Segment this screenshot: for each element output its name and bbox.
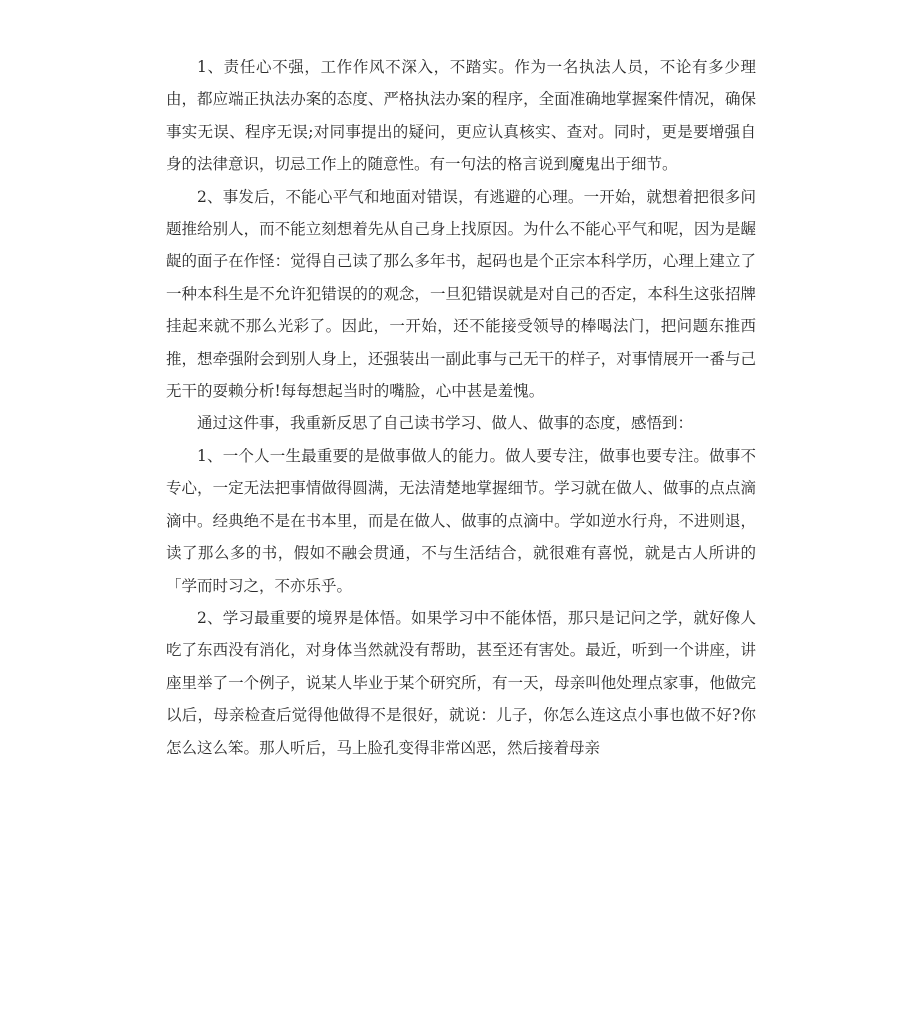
paragraph-5: 2、学习最重要的境界是体悟。如果学习中不能体悟，那只是记问之学，就好像人吃了东西没有消化，对身体当然就没有帮助，甚至还有害处。最近，听到一个讲座，讲座里举了一个例子，说某人毕业于某个研究所，有一天，母亲叫他处理点家事，他做完以后，母亲检查后觉得他做得不是很好，就说：儿子，你怎么连这点小事也做不好?你怎么这么笨。那人听后，马上脸孔变得非常凶恶，然后接着母亲 bbox=[166, 608, 756, 757]
paragraph-3: 通过这件事，我重新反思了自己读书学习、做人、做事的态度，感悟到： bbox=[197, 414, 694, 433]
document-body bbox=[166, 51, 756, 764]
paragraph-1: 1、责任心不强，工作作风不深入，不踏实。作为一名执法人员，不论有多少理由，都应端正执法办案的态度、严格执法办案的程序，全面准确地掌握案件情况，确保事实无误、程序无误;对同事提出的疑问，更应认真核实、查对。同时，更是要增强自身的法律意识，切忌工作上的随意性。有一句法的格言说到魔鬼出于细节。 bbox=[166, 58, 756, 174]
paragraph-2: 2、事发后，不能心平气和地面对错误，有逃避的心理。一开始，就想着把很多问题推给别人，而不能立刻想着先从自己身上找原因。为什么不能心平气和呢，因为是龌龊的面子在作怪：觉得自己读了那么多年书，起码也是个正宗本科学历，心理上建立了一种本科生是不允许犯错误的的观念，一旦犯错误就是对自己的否定，本科生这张招牌挂起来就不那么光彩了。因此，一开始，还不能接受领导的棒喝法门，把问题东推西推，想牵强附会到别人身上，还强装出一副此事与己无干的样子，对事情展开一番与己无干的耍赖分析!每每想起当时的嘴脸，心中甚是羞愧。 bbox=[166, 187, 756, 401]
paragraph-4: 1、一个人一生最重要的是做事做人的能力。做人要专注，做事也要专注。做事不专心，一定无法把事情做得圆满，无法清楚地掌握细节。学习就在做人、做事的点点滴滴中。经典绝不是在书本里，而是在做人、做事的点滴中。学如逆水行舟，不进则退，读了那么多的书，假如不融会贯通，不与生活结合，就很难有喜悦，就是古人所讲的「学而时习之，不亦乐乎。 bbox=[166, 446, 756, 595]
